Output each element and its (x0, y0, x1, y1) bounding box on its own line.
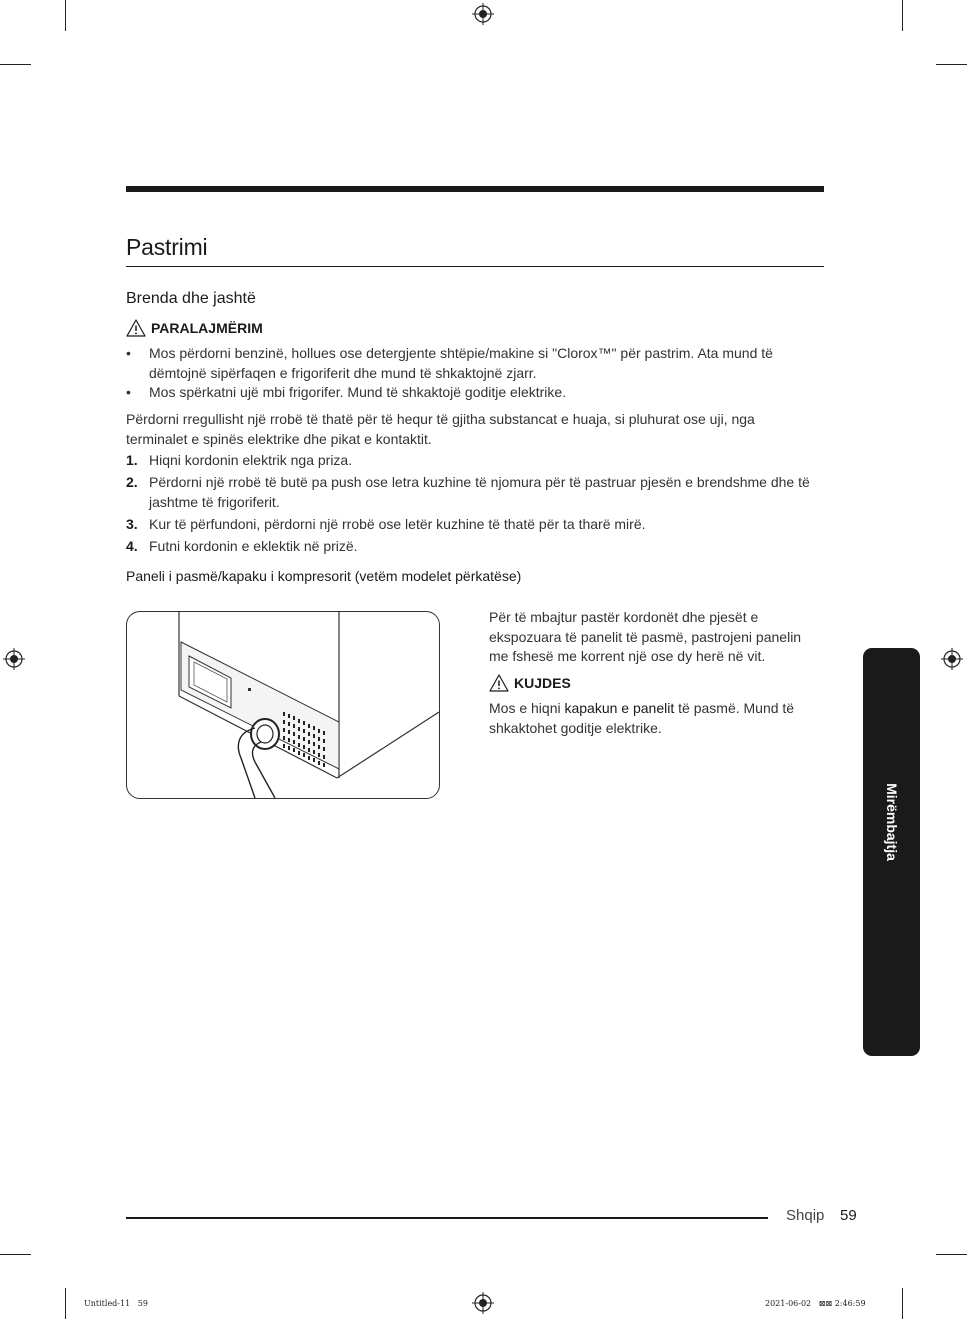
chapter-tab-label: Mirëmbajtja (883, 783, 900, 861)
step-text: Hiqni kordonin elektrik nga priza. (149, 452, 353, 468)
compressor-cover-illustration (127, 612, 439, 798)
step-item (126, 451, 816, 471)
footer-rule (126, 1217, 768, 1219)
registration-mark-icon (3, 648, 25, 670)
back-panel-illustration (126, 611, 440, 799)
intro-paragraph: Përdorni rregullisht një rrobë të thatë për të hequr të gjitha substancat e huaja, si pluhurat ose uji, nga terminalet e spinës elektrike dhe pikat e kontaktit. (126, 411, 755, 447)
warning-label: PARALAJMËRIM (151, 320, 263, 336)
warning-item: • Mos përdorni benzinë, hollues ose detergjente shtëpie/makine si "Clorox™" për pastrim. Ata mund të dëmtojnë sipërfaqen e frigoriferit dhe mund të shkaktojnë zjarr. (126, 344, 806, 383)
registration-mark-icon (472, 1292, 494, 1314)
caution-highlight: kapakun e panelit (564, 700, 675, 716)
chapter-side-tab (863, 648, 920, 1056)
step-item (126, 537, 816, 557)
back-panel-heading: Paneli i pasmë/kapaku i kompresorit (vetëm modelet përkatëse) (126, 568, 522, 584)
step-item (126, 515, 816, 535)
step-text: Kur të përfundoni, përdorni një rrobë ose letër kuzhine të thatë për ta tharë mirë. (149, 515, 646, 532)
step-text: Futni kordonin e eklektik në prizë. (149, 537, 358, 554)
crop-mark (902, 0, 903, 31)
title-divider (126, 266, 824, 267)
page-number: 59 (840, 1207, 857, 1224)
caution-text-part: Mos e hiqni (489, 700, 565, 716)
crop-mark (936, 64, 967, 65)
step-text: Përdorni një rrobë të butë pa push ose letra kuzhine të njomura për të pastruar pjesën e brendshme dhe të jashtme të frigoriferit. (149, 474, 810, 510)
warning-heading (126, 319, 263, 337)
caution-triangle-icon (489, 674, 509, 692)
print-timestamp: 2021-06-02 ⊠⊠ 2:46:59 (765, 1299, 866, 1308)
warning-item: • Mos spërkatni ujë mbi frigorifer. Mund të shkaktojë goditje elektrike. (126, 383, 806, 403)
crop-mark (0, 1254, 31, 1255)
warning-list (126, 344, 806, 403)
registration-mark-icon (472, 3, 494, 25)
back-panel-description: Për të mbajtur pastër kordonët dhe pjesët e ekspozuara të panelit të pasmë, pastrojeni panelin me fshesë me korrent një ose dy herë në vit. (489, 609, 802, 664)
footer-language: Shqip (786, 1207, 825, 1224)
registration-mark-icon (941, 648, 963, 670)
caution-text (489, 699, 819, 738)
section-top-rule (126, 186, 824, 192)
page-title: Pastrimi (126, 234, 208, 260)
caution-text-part: të pasmë. Mund të shkaktohet goditje elektrike. (489, 700, 795, 736)
crop-mark (0, 64, 31, 65)
step-number: 3. (126, 515, 138, 532)
caution-heading (489, 674, 571, 692)
step-number: 1. (126, 452, 138, 468)
print-file-slug: Untitled-11 59 (84, 1299, 148, 1308)
step-number: 4. (126, 537, 138, 554)
caution-label: KUJDES (514, 675, 571, 691)
steps-list (126, 451, 816, 559)
crop-mark (936, 1254, 967, 1255)
crop-mark (902, 1288, 903, 1319)
warning-triangle-icon (126, 319, 146, 337)
crop-mark (65, 0, 66, 31)
step-number: 2. (126, 474, 138, 490)
crop-mark (65, 1288, 66, 1319)
step-item (126, 473, 816, 512)
subsection-heading: Brenda dhe jashtë (126, 290, 256, 307)
